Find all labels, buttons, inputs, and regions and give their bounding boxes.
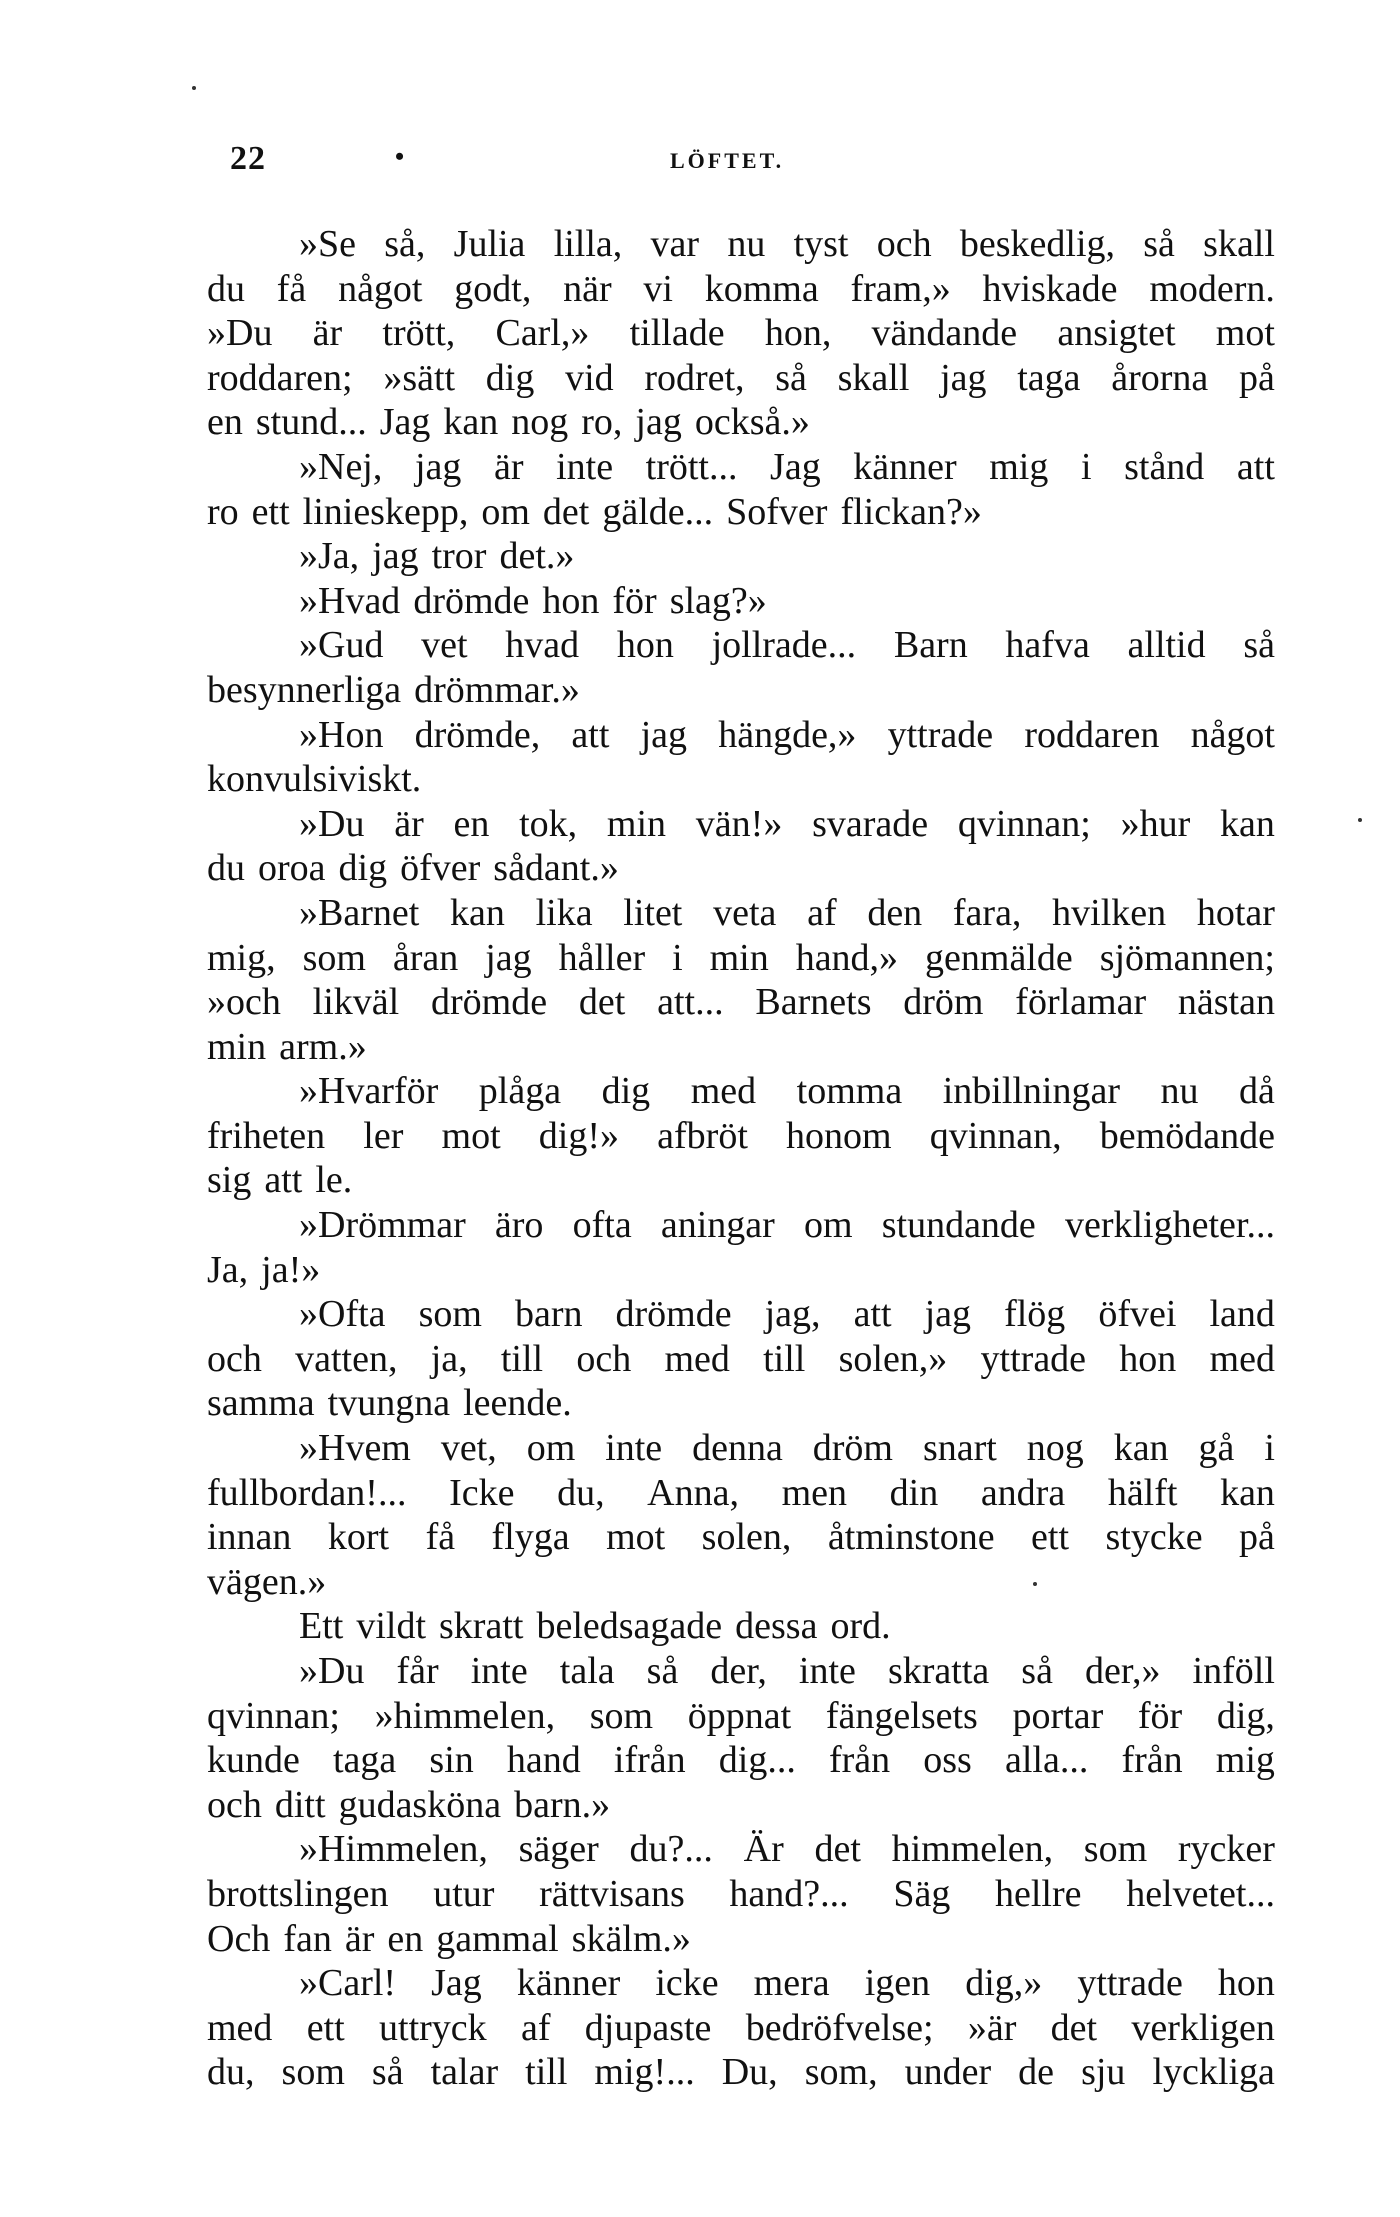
text-line: ro ett linieskepp, om det gälde... Sofver flickan?» [207,490,982,533]
running-title: LÖFTET. [670,148,785,173]
text-line: qvinnan; »himmelen, som öppnat fängelsets portar för dig, [207,1694,1275,1737]
text-line: »Du får inte tala så der, inte skratta så der,» inföll [299,1650,1275,1692]
text-line: du få något godt, när vi komma fram,» hviskade modern. [207,267,1275,310]
text-line: roddaren; »sätt dig vid rodret, så skall jag taga årorna på [207,356,1275,399]
text-line: besynnerliga drömmar.» [207,668,580,711]
text-line: »Hvem vet, om inte denna dröm snart nog kan gå i [299,1427,1275,1470]
text-line: min arm.» [207,1025,367,1068]
body-text [207,222,1275,2095]
text-line: mig, som åran jag håller i min hand,» genmälde sjömannen; [207,936,1275,979]
text-line: du oroa dig öfver sådant.» [207,847,619,890]
text-line: »Ja, jag tror det.» [299,535,575,578]
text-line: och vatten, ja, till och med till solen,» yttrade hon med [207,1337,1275,1380]
text-line: »Hvad drömde hon för slag?» [299,579,767,622]
text-line: brottslingen utur rättvisans hand?... Säg hellre helvetet... [207,1872,1275,1915]
text-line: »Gud vet hvad hon jollrade... Barn hafva alltid så [299,624,1275,667]
text-line: »Drömmar äro ofta aningar om stundande verkligheter... [299,1204,1275,1247]
text-line: med ett uttryck af djupaste bedröfvelse; »är det verkligen [207,2006,1275,2049]
text-line: Ett vildt skratt beledsagade dessa ord. [299,1605,891,1648]
text-line: »Du är en tok, min vän!» svarade qvinnan; »hur kan [299,802,1275,845]
text-line: »Ofta som barn drömde jag, att jag flög öfvei land [299,1293,1275,1336]
text-line: du, som så talar till mig!... Du, som, under de sju lyckliga [207,2051,1275,2094]
header-ornament: • [395,142,405,171]
text-line: »Nej, jag är inte trött... Jag känner mig i stånd att [299,445,1275,488]
text-line: »Du är trött, Carl,» tillade hon, vändande ansigtet mot [207,312,1275,355]
print-speck [1358,818,1362,822]
text-line: Ja, ja!» [207,1248,321,1291]
text-line: »Himmelen, säger du?... Är det himmelen, som rycker [299,1828,1275,1871]
page-header [230,140,1030,180]
text-line: »Hvarför plåga dig med tomma inbillningar nu då [299,1070,1275,1113]
text-line: och ditt gudasköna barn.» [207,1783,611,1826]
print-speck [192,86,196,90]
text-line: en stund... Jag kan nog ro, jag också.» [207,401,810,444]
text-line: »Barnet kan lika litet veta af den fara, hvilken hotar [299,891,1275,934]
print-speck [1033,1582,1037,1586]
text-line: vägen.» [207,1560,327,1603]
text-line: friheten ler mot dig!» afbröt honom qvinnan, bemödande [207,1114,1275,1157]
text-line: sig att le. [207,1159,353,1202]
text-line: Och fan är en gammal skälm.» [207,1917,691,1960]
text-line: »och likväl drömde det att... Barnets dröm förlamar nästan [207,981,1275,1024]
text-line: konvulsiviskt. [207,758,422,801]
text-line: innan kort få flyga mot solen, åtminstone ett stycke på [207,1516,1275,1559]
page-number: 22 [230,140,266,177]
text-line: »Se så, Julia lilla, var nu tyst och beskedlig, så skall [299,223,1275,265]
text-line: fullbordan!... Icke du, Anna, men din andra hälft kan [207,1471,1275,1514]
text-line: kunde taga sin hand ifrån dig... från oss alla... från mig [207,1739,1275,1782]
text-line: samma tvungna leende. [207,1382,572,1425]
text-line: »Carl! Jag känner icke mera igen dig,» yttrade hon [299,1962,1275,2005]
text-line: »Hon drömde, att jag hängde,» yttrade roddaren något [299,713,1275,756]
